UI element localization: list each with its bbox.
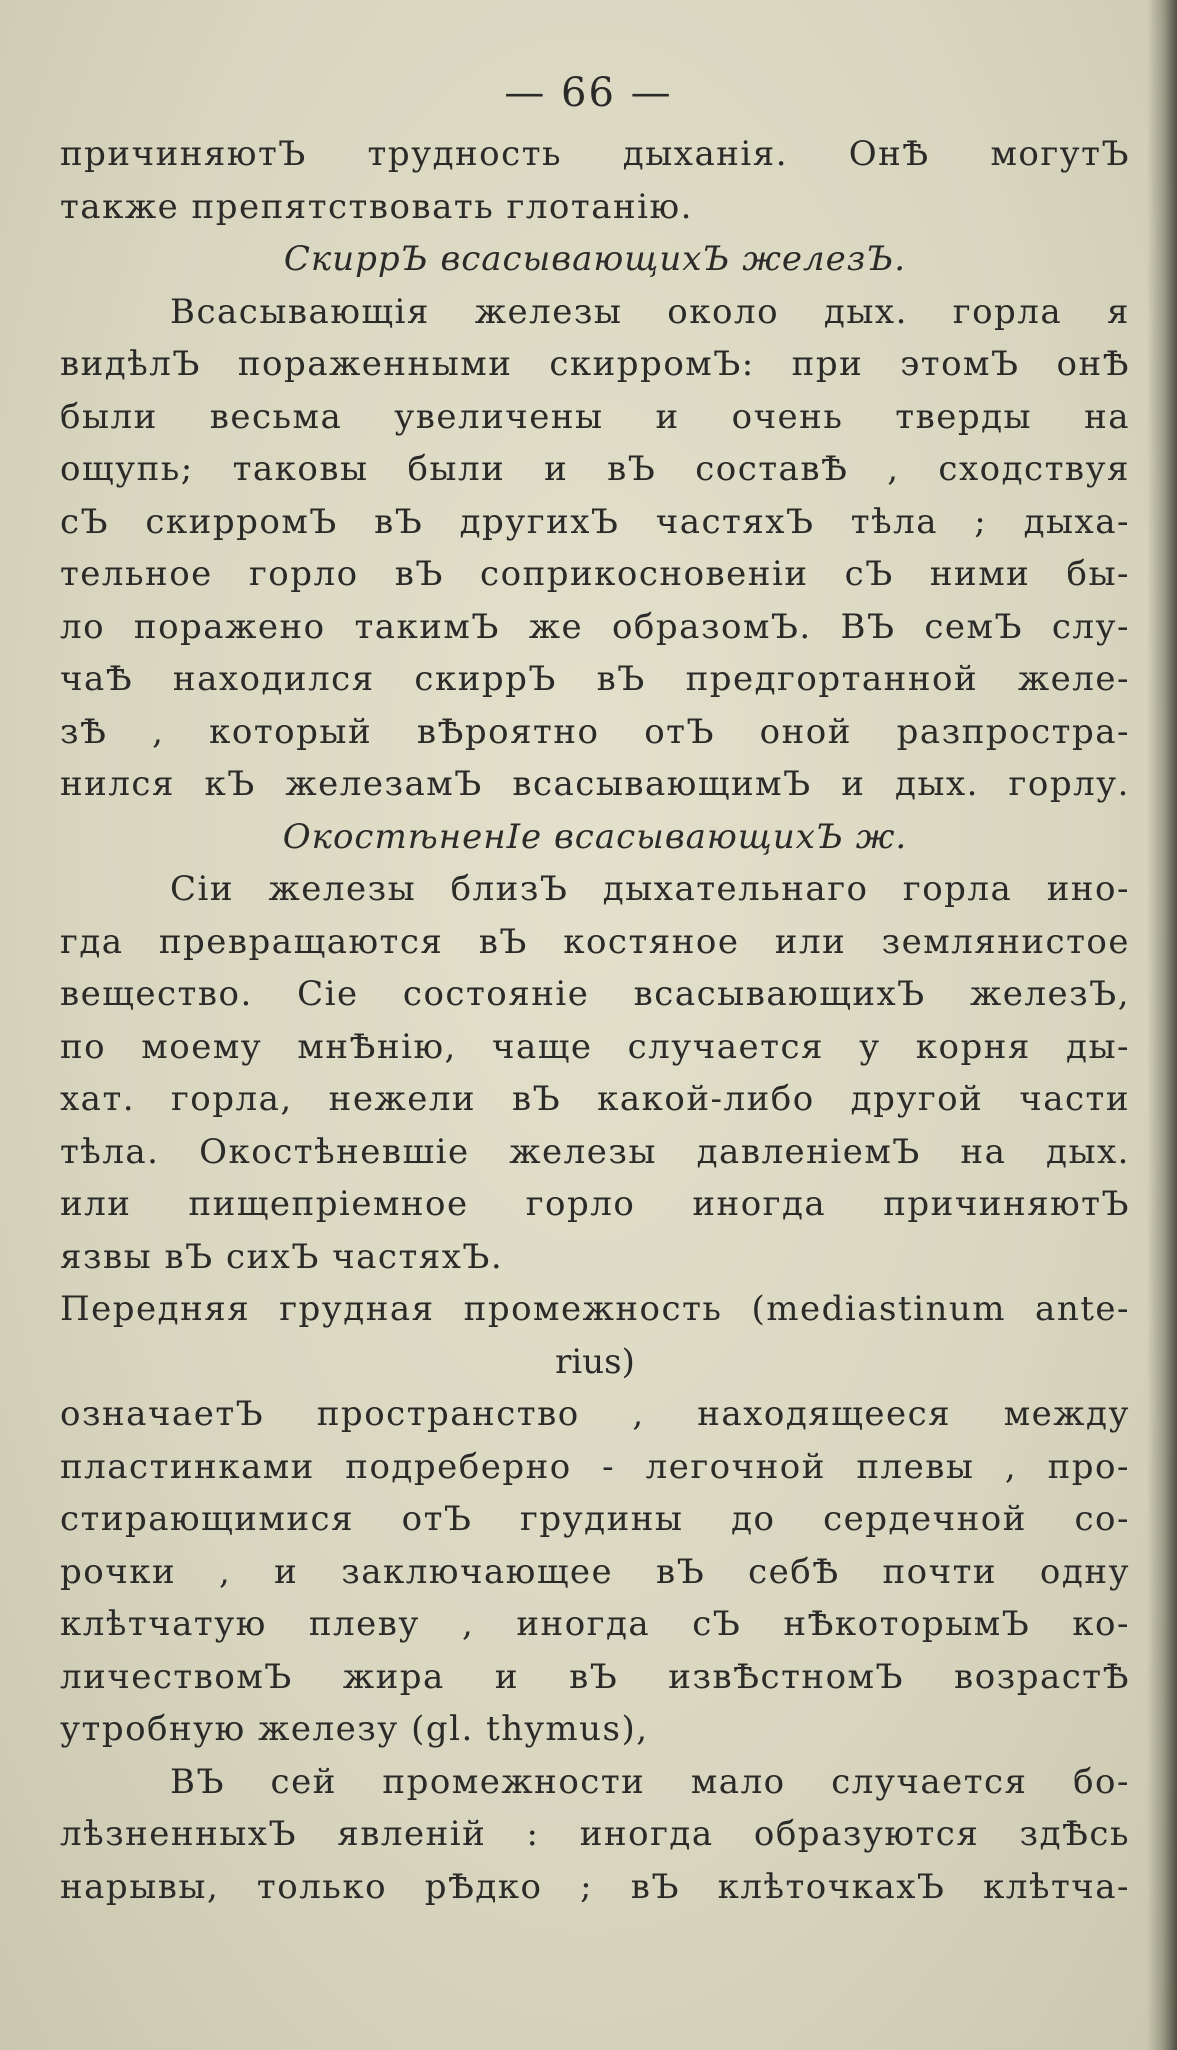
text-line: чаѢ находился скиррЪ вЪ предгортанной желе- xyxy=(60,659,1130,699)
text-line: rius) xyxy=(555,1341,635,1382)
text-line: или пищепріемное горло иногда причиняютЪ xyxy=(60,1184,1130,1224)
text-line: означаетЪ пространство , находящееся между xyxy=(60,1394,1130,1434)
text-line: утробную железу (gl. thymus), xyxy=(60,1709,649,1749)
text-line: ло поражено такимЪ же образомЪ. ВЪ семЪ слу- xyxy=(60,606,1130,647)
text-line: лѣзненныхЪ явленій : иногда образуются здѢсь xyxy=(60,1814,1130,1854)
text-line: стирающимися отЪ грудины до сердечной со- xyxy=(60,1499,1130,1539)
text-line: Передняя грудная промежность (mediastinum ante- xyxy=(60,1289,1130,1329)
page-spine-shadow xyxy=(1147,0,1177,2050)
text-line: гда превращаются вЪ костяное или землянистое xyxy=(60,921,1130,962)
paragraph-start-line: ВЪ сей промежности мало случается бо- xyxy=(170,1761,1130,1802)
text-line: хат. горла, нежели вЪ какой-либо другой части xyxy=(60,1079,1130,1119)
page-text xyxy=(60,128,1130,1913)
text-line: по моему мнѢнію, чаще случается у корня ды- xyxy=(60,1026,1130,1067)
text-line: нился кЪ железамЪ всасывающимЪ и дых. горлу. xyxy=(60,764,1130,804)
text-line: вещество. Сіе состояніе всасывающихЪ железЪ, xyxy=(60,974,1130,1014)
section-heading: СкиррЪ всасывающихЪ железЪ. xyxy=(283,239,907,279)
paragraph-start-line: Всасывающія железы около дых. горла я xyxy=(170,291,1130,332)
section-heading: ОкостѣненІе всасывающихЪ ж. xyxy=(282,816,908,857)
paragraph-start-line: Сіи железы близЪ дыхательнаго горла ино- xyxy=(170,869,1130,909)
page-number: — 66 — xyxy=(504,70,673,116)
text-line: язвы вЪ сихЪ частяхЪ. xyxy=(60,1236,504,1277)
text-line: видѣлЪ пораженными скирромЪ: при этомЪ онѢ xyxy=(60,344,1130,384)
text-line: клѣтчатую плеву , иногда сЪ нѢкоторымЪ ко- xyxy=(60,1604,1130,1644)
text-line: были весьма увеличены и очень тверды на xyxy=(60,396,1130,437)
text-line: зѢ , который вѢроятно отЪ оной разпростра- xyxy=(60,711,1130,752)
text-line: сЪ скирромЪ вЪ другихЪ частяхЪ тѣла ; дыха- xyxy=(60,501,1130,542)
text-line: рочки , и заключающее вЪ себѢ почти одну xyxy=(60,1551,1130,1592)
text-line: личествомЪ жира и вЪ извѢстномЪ возрастѢ xyxy=(60,1656,1130,1697)
text-line: пластинками подреберно - легочной плевы , про- xyxy=(60,1446,1130,1487)
text-line: причиняютЪ трудность дыханія. ОнѢ могутЪ xyxy=(60,134,1130,174)
text-line: ощупь; таковы были и вЪ составѢ , сходствуя xyxy=(60,449,1130,489)
text-line: также препятствовать глотанію. xyxy=(60,186,693,227)
text-line: нарывы, только рѢдко ; вЪ клѣточкахЪ клѣтча- xyxy=(60,1866,1130,1907)
text-line: тельное горло вЪ соприкосновеніи сЪ ними бы- xyxy=(60,554,1130,594)
text-line: тѣла. Окостѣневшіе железы давленіемЪ на дых. xyxy=(60,1131,1130,1172)
